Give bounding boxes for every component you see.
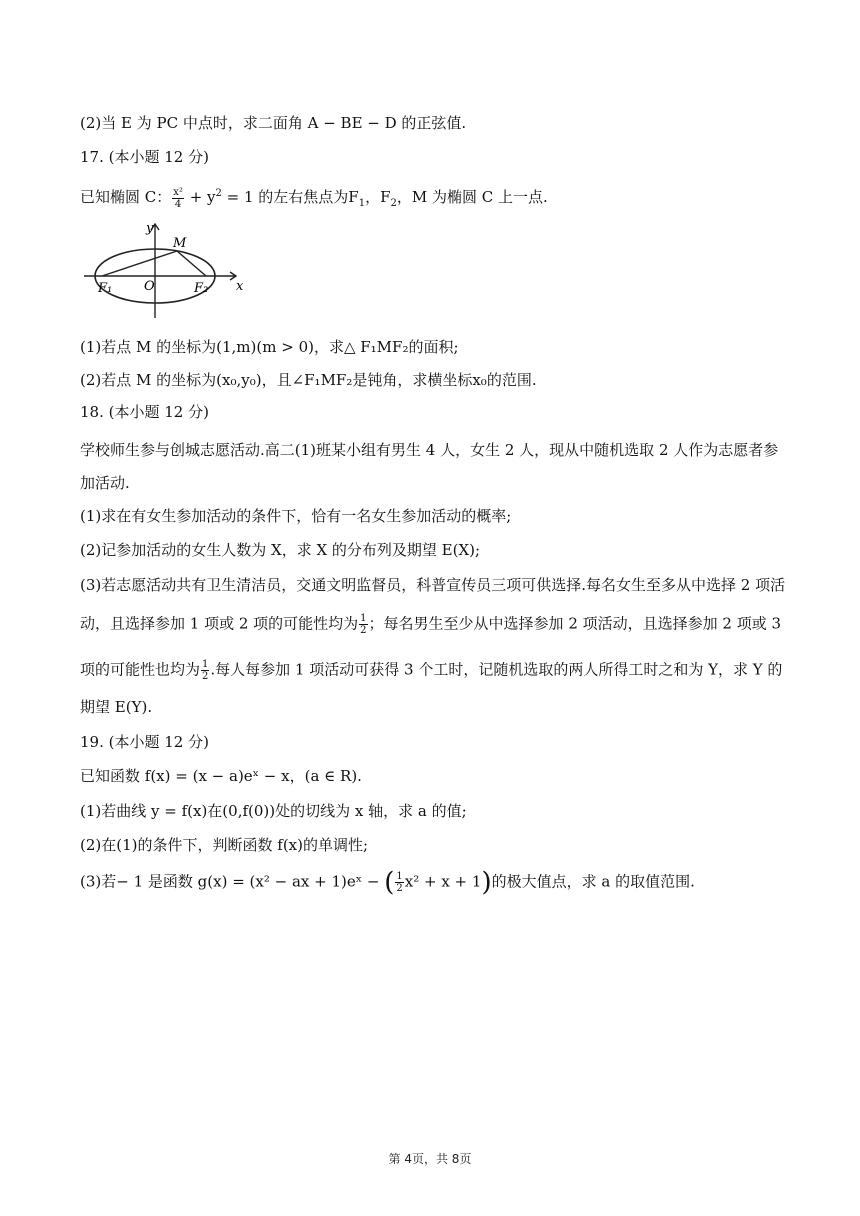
segment-f1-m (102, 251, 177, 276)
fraction-numerator: x² (173, 186, 183, 198)
q18-part3-line3 (80, 659, 782, 682)
fraction-denominator: 2 (396, 883, 403, 894)
q17-heading: 17. (本小题 12 分) (80, 148, 209, 166)
q19-part3-pre: (3)若− 1 是函数 g(x) = (x² − ax + 1)eˣ − (80, 872, 385, 891)
point-m-label: M (173, 236, 187, 251)
q19-part3-post: 的极大值点，求 a 的取值范围. (491, 872, 695, 891)
page-footer: 第 4页，共 8页 (388, 1152, 472, 1166)
fraction-denominator: 2 (202, 671, 209, 682)
fraction-numerator: 1 (360, 613, 367, 624)
fraction-x2-over-4 (172, 187, 184, 210)
q19-stem: 已知函数 f(x) = (x − a)eˣ − x，(a ∈ R). (80, 767, 362, 785)
q18-part3-line4: 期望 E(Y). (80, 698, 153, 716)
superscript: 2 (215, 188, 222, 199)
fraction-denominator: 2 (360, 625, 367, 636)
q18-part3-line1: (3)若志愿活动共有卫生清洁员，交通文明监督员，科普宣传员三项可供选择.每名女生至多从中选择 2 项活 (80, 576, 786, 594)
q17-part1: (1)若点 M 的坐标为(1,m)(m > 0)，求△ F₁MF₂的面积; (80, 338, 459, 356)
fraction-one-half (359, 613, 367, 636)
fraction-denominator: 4 (174, 198, 182, 210)
subscript: 2 (390, 198, 397, 209)
q17-stem-part-d: ，F (365, 188, 391, 206)
fraction-one-half (395, 871, 403, 894)
q18-part3-line3-post: .每人每参加 1 项活动可获得 3 个工时，记随机选取的两人所得工时之和为 Y，求 Y 的 (210, 660, 783, 679)
q17-stem (80, 184, 548, 214)
q19-part1: (1)若曲线 y = f(x)在(0,f(0))处的切线为 x 轴，求 a 的值; (80, 802, 467, 820)
q18-part2: (2)记参加活动的女生人数为 X，求 X 的分布列及期望 E(X); (80, 541, 481, 559)
q18-part3-line2 (80, 613, 781, 636)
q17-part2: (2)若点 M 的坐标为(x₀,y₀)，且∠F₁MF₂是钝角，求横坐标x₀的范围. (80, 371, 537, 389)
q18-heading: 18. (本小题 12 分) (80, 403, 209, 421)
focus-f2-label: F₂ (194, 281, 209, 296)
subscript: 1 (358, 198, 366, 209)
focus-f1-label: F₁ (98, 281, 113, 296)
q18-stem-line2: 加活动. (80, 474, 130, 492)
fraction-numerator: 1 (202, 659, 209, 670)
fraction-numerator: 1 (396, 871, 403, 882)
q17-stem-part-b: + y (189, 188, 216, 206)
q16-part2: (2)当 E 为 PC 中点时，求二面角 A − BE − D 的正弦值. (80, 114, 467, 132)
q17-stem-part-e: ，M 为椭圆 C 上一点. (396, 188, 548, 206)
q18-part3-line2-post: ；每名男生至少从中选择参加 2 项活动，且选择参加 2 项或 3 (368, 614, 782, 633)
ellipse-figure (82, 218, 246, 324)
q18-stem-line1: 学校师生参与创城志愿活动.高二(1)班某小组有男生 4 人，女生 2 人，现从中随机选取 2 人作为志愿者参 (80, 441, 779, 459)
fraction-one-half (201, 659, 209, 682)
x-axis-label: x (236, 279, 244, 294)
q18-part3-line2-pre: 动，且选择参加 1 项或 2 项的可能性均为 (80, 614, 359, 633)
q18-part1: (1)求在有女生参加活动的条件下，恰有一名女生参加活动的概率; (80, 507, 512, 525)
y-axis-label: y (146, 221, 154, 236)
origin-label: O (144, 279, 155, 294)
q19-part3 (80, 867, 695, 898)
q19-part3-inner: x² + x + 1 (404, 872, 482, 891)
q17-stem-part-a: 已知椭圆 C： (80, 188, 172, 206)
big-paren-close: ) (481, 867, 492, 898)
q19-part2: (2)在(1)的条件下，判断函数 f(x)的单调性; (80, 836, 369, 854)
q18-part3-line3-pre: 项的可能性也均为 (80, 660, 201, 679)
big-paren-open: ( (384, 867, 395, 898)
q19-heading: 19. (本小题 12 分) (80, 733, 209, 751)
q17-stem-part-c: = 1 的左右焦点为F (221, 188, 359, 206)
